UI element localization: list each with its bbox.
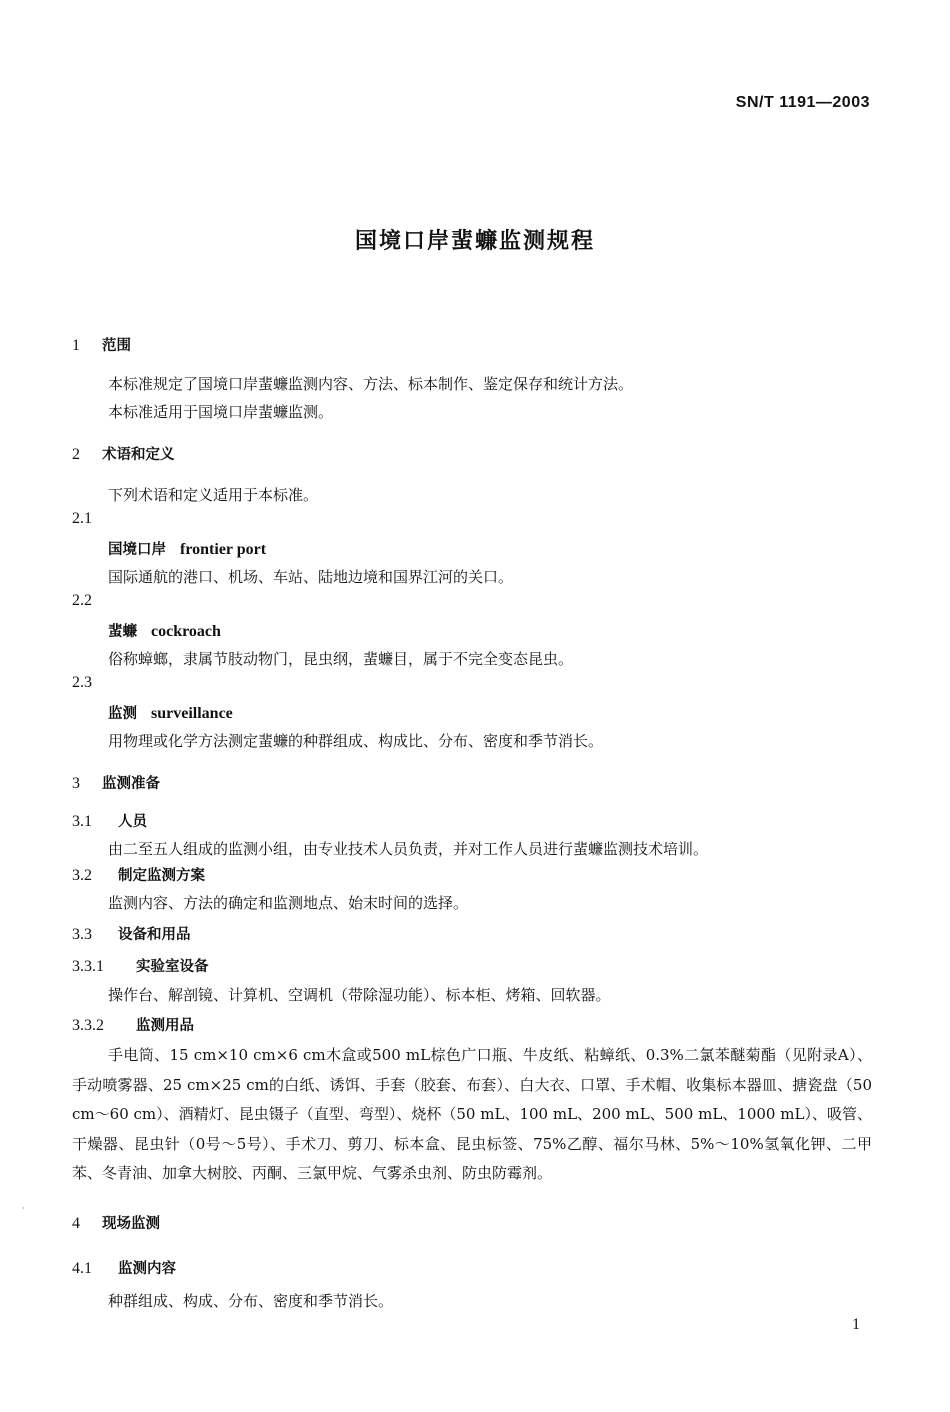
- term-chinese: 国境口岸: [108, 542, 166, 558]
- paragraph: 种群组成、构成、分布、密度和季节消长。: [108, 1292, 394, 1310]
- term-english: frontier port: [180, 541, 267, 558]
- subsection-heading: [72, 864, 205, 885]
- term-english: cockroach: [151, 623, 221, 640]
- term-entry: [108, 702, 233, 723]
- term-chinese: 监测: [108, 706, 137, 722]
- section-title: 范围: [102, 338, 131, 354]
- section-title: 实验室设备: [136, 959, 209, 975]
- term-number: 2.3: [72, 674, 92, 691]
- subsection-heading: [72, 1014, 194, 1035]
- scan-speck: ·: [22, 1204, 25, 1213]
- paragraph: 手电筒、15 cm×10 cm×6 cm木盒或500 mL棕色广口瓶、牛皮纸、粘蟑纸、0.3%二氯苯醚菊酯（见附录A）、手动喷雾器、25 cm×25 cm的白纸、诱饵、手套（胶套、布套）、白大衣、口罩、手术帽、收集标本器皿、搪瓷盘（50 cm～60 cm）、酒精灯、昆虫镊子（直型、弯型）、烧杯（50 mL、100 mL、200 mL、500 mL、1000 mL）、吸管、干燥器、昆虫针（0号～5号）、手术刀、剪刀、标本盒、昆虫标签、75%乙醇、福尔马林、5%～10%氢氧化钾、二甲苯、冬青油、加拿大树胶、丙酮、三氯甲烷、气雾杀虫剂、防虫防霉剂。: [72, 1046, 872, 1182]
- term-definition: 用物理或化学方法测定蜚蠊的种群组成、构成比、分布、密度和季节消长。: [108, 732, 604, 750]
- section-title: 监测准备: [102, 776, 160, 792]
- section-number: 3.2: [72, 867, 92, 884]
- section-title: 监测内容: [118, 1261, 176, 1277]
- term-number: 2.2: [72, 592, 92, 609]
- section-number: 3: [72, 775, 80, 792]
- subsection-heading: [72, 955, 209, 976]
- section-title: 现场监测: [102, 1216, 160, 1232]
- term-english: surveillance: [151, 705, 233, 722]
- paragraph: 由二至五人组成的监测小组，由专业技术人员负责，并对工作人员进行蜚蠊监测技术培训。: [108, 840, 709, 858]
- section-number: 4: [72, 1215, 80, 1232]
- paragraph: 操作台、解剖镜、计算机、空调机（带除湿功能）、标本柜、烤箱、回软器。: [108, 986, 611, 1004]
- standard-code: SN/T 1191—2003: [735, 94, 870, 111]
- section-title: 监测用品: [136, 1018, 194, 1034]
- term-definition: 俗称蟑螂，隶属节肢动物门，昆虫纲，蜚蠊目，属于不完全变态昆虫。: [108, 650, 574, 668]
- section-title: 人员: [118, 814, 147, 830]
- paragraph: 监测内容、方法的确定和监测地点、始末时间的选择。: [108, 894, 469, 912]
- paragraph: 本标准规定了国境口岸蜚蠊监测内容、方法、标本制作、鉴定保存和统计方法。: [108, 375, 634, 393]
- subsection-heading: [72, 1257, 176, 1278]
- section-number: 2: [72, 446, 80, 463]
- page-title: 国境口岸蜚蠊监测规程: [354, 229, 595, 254]
- section-number: 3.1: [72, 813, 92, 830]
- subsection-heading: [72, 923, 191, 944]
- term-number: 2.1: [72, 510, 92, 527]
- term-entry: [108, 538, 266, 559]
- section-title: 制定监测方案: [118, 868, 205, 884]
- section-number: 3.3: [72, 926, 92, 943]
- section-1-heading: [72, 334, 131, 355]
- paragraph: 本标准适用于国境口岸蜚蠊监测。: [108, 403, 334, 421]
- subsection-heading: [72, 810, 147, 831]
- term-definition: 国际通航的港口、机场、车站、陆地边境和国界江河的关口。: [108, 568, 514, 586]
- section-number: 3.3.2: [72, 1017, 104, 1034]
- section-number: 1: [72, 337, 80, 354]
- term-chinese: 蜚蠊: [108, 624, 137, 640]
- section-title: 术语和定义: [102, 447, 175, 463]
- page-number: 1: [852, 1316, 860, 1333]
- section-number: 4.1: [72, 1260, 92, 1277]
- section-title: 设备和用品: [118, 927, 191, 943]
- section-4-heading: [72, 1212, 160, 1233]
- section-number: 3.3.1: [72, 958, 104, 975]
- term-entry: [108, 620, 221, 641]
- section-3-heading: [72, 772, 160, 793]
- paragraph: 下列术语和定义适用于本标准。: [108, 486, 319, 504]
- section-2-heading: [72, 443, 175, 464]
